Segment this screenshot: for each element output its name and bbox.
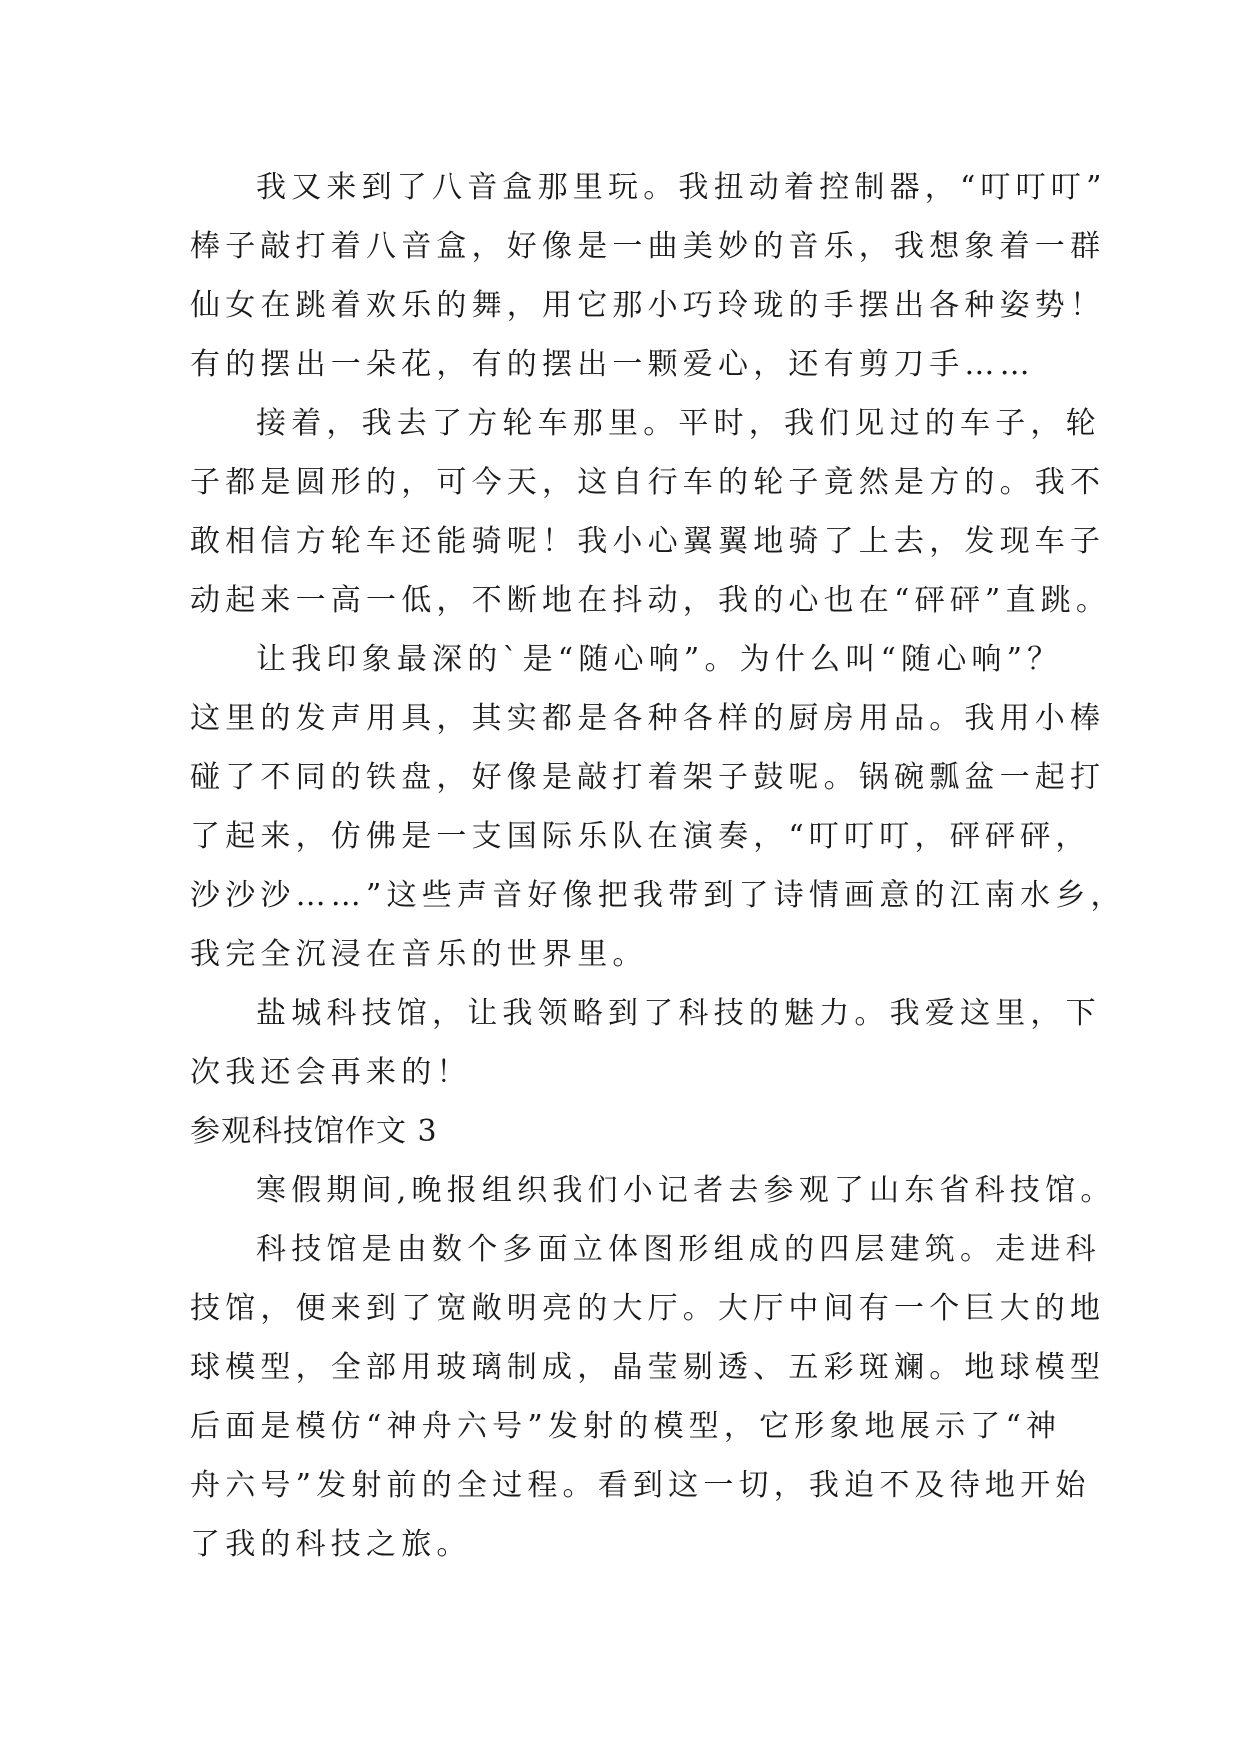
paragraph (190, 158, 1107, 394)
paragraph (190, 394, 1112, 630)
text-line: 让我印象最深的`是“随心响”。为什么叫“随心响”？ (256, 642, 1063, 677)
text-line: 有的摆出一朵花，有的摆出一颗爱心，还有剪刀手…… (190, 347, 1035, 382)
text-line: 球模型，全部用玻璃制成，晶莹剔透、五彩斑斓。地球模型 (190, 1350, 1106, 1385)
text-line: 盐城科技馆，让我领略到了科技的魅力。我爱这里，下 (256, 996, 1101, 1031)
paragraph (190, 1220, 1106, 1574)
text-line: 这里的发声用具，其实都是各种各样的厨房用品。我用小棒 (190, 701, 1106, 736)
text-line: 科技馆是由数个多面立体图形组成的四层建筑。走进科 (256, 1232, 1101, 1267)
text-line: 接着，我去了方轮车那里。平时，我们见过的车子，轮 (256, 406, 1101, 441)
text-line: 动起来一高一低，不断地在抖动，我的心也在“砰砰”直跳。 (190, 583, 1112, 618)
text-line: 寒假期间,晚报组织我们小记者去参观了山东省科技馆。 (256, 1173, 1116, 1208)
text-line: 我又来到了八音盒那里玩。我扭动着控制器，“叮叮叮” (256, 170, 1107, 205)
text-line: 子都是圆形的，可今天，这自行车的轮子竟然是方的。我不 (190, 465, 1106, 500)
paragraph (190, 984, 1101, 1102)
text-line: 我完全沉浸在音乐的世界里。 (190, 937, 648, 972)
text-line: 棒子敲打着八音盒，好像是一曲美妙的音乐，我想象着一群 (190, 229, 1106, 264)
text-line: 舟六号”发射前的全过程。看到这一切，我迫不及待地开始 (190, 1468, 1091, 1503)
text-line: 碰了不同的铁盘，好像是敲打着架子鼓呢。锅碗瓢盆一起打 (190, 760, 1106, 795)
document-page (190, 158, 1126, 1574)
text-line: 技馆，便来到了宽敞明亮的大厅。大厅中间有一个巨大的地 (190, 1291, 1106, 1326)
text-line: 次我还会再来的！ (190, 1055, 472, 1090)
text-line: 仙女在跳着欢乐的舞，用它那小巧玲珑的手摆出各种姿势！ (190, 288, 1106, 323)
text-line: 沙沙沙……”这些声音好像把我带到了诗情画意的江南水乡， (190, 878, 1126, 913)
paragraph (190, 630, 1126, 984)
text-line: 敢相信方轮车还能骑呢！我小心翼翼地骑了上去，发现车子 (190, 524, 1106, 559)
text-line: 后面是模仿“神舟六号”发射的模型，它形象地展示了“神 (190, 1409, 1062, 1444)
paragraph (190, 1161, 1116, 1220)
text-line: 了起来，仿佛是一支国际乐队在演奏，“叮叮叮，砰砰砰， (190, 819, 1091, 854)
text-line: 了我的科技之旅。 (190, 1527, 472, 1562)
section-heading: 参观科技馆作文 3 (190, 1114, 438, 1149)
